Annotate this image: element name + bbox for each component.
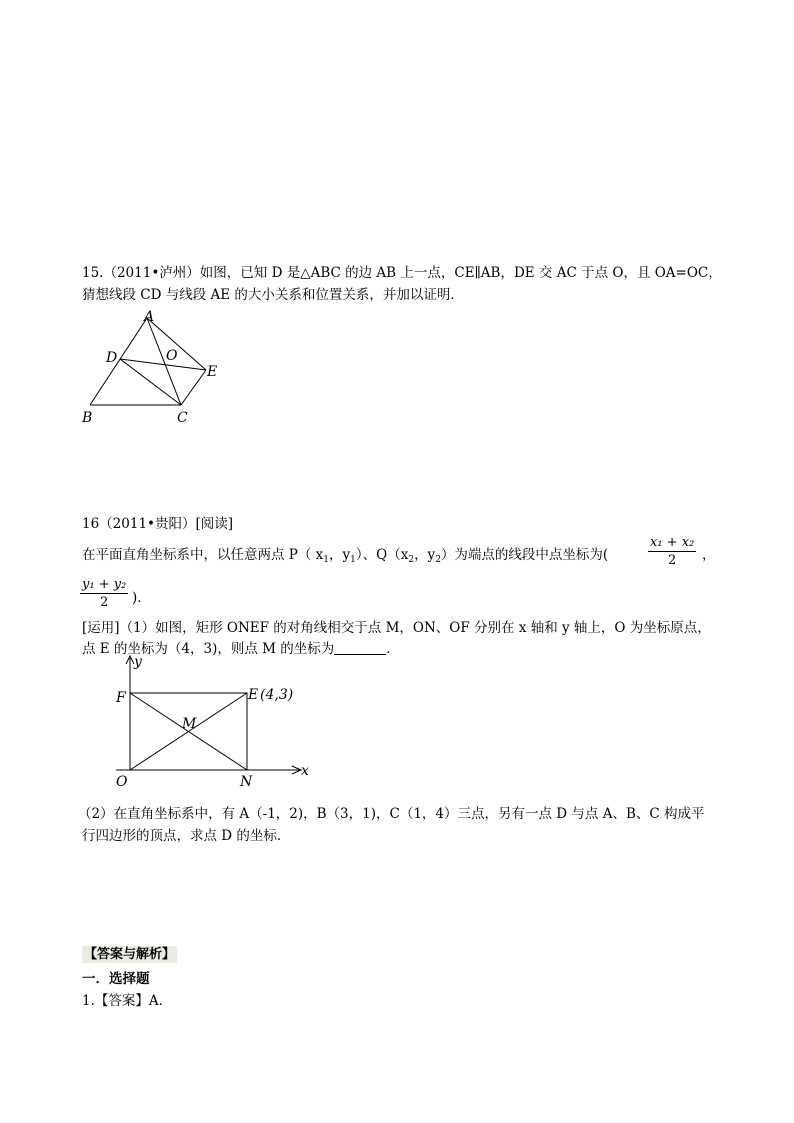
label-e: E [207,364,218,380]
answers-section-1: 一．选择题 [82,971,150,987]
segment-ce [181,370,206,405]
q15-triangle-figure [76,306,226,430]
q16-header: 16（2011•贵阳）[阅读] [82,516,234,532]
q16-apply-line-1: [运用]（1）如图，矩形 ONEF 的对角线相交于点 M，ON、OF 分别在 x 轴和 y 轴上，O 为坐标原点， [82,620,711,636]
fraction-denominator-x: 2 [667,553,677,568]
q16-part2-line-2: 行四边形的顶点，求点 D 的坐标． [82,828,291,844]
fraction-numerator-x: x₁ + x₂ [650,535,695,550]
answer-blank [334,640,386,655]
label-b: B [82,410,93,426]
fraction-close: )． [132,590,151,606]
fraction-bar [80,593,128,594]
answers-item-1: 1.【答案】A． [82,993,173,1009]
label-e-coordinates: (4,3) [260,687,294,703]
label-o: O [116,774,128,790]
fraction-bar [648,551,696,552]
q16-read-line-1: 在平面直角坐标系中，以任意两点 P（ $x_1$，$y_1$）、$Q(x_2$，$y_2$）为端点的线段中点坐标为( [82,547,609,565]
q15-line-1: 15.（2011•泸州）如图，已知 D 是△ABC 的边 AB 上一点，CE∥AB，DE 交 AC 于点 O，且 OA=OC， [82,265,722,281]
fraction-numerator-y: y₁ + y₂ [82,577,127,592]
label-f: F [116,690,126,706]
label-d: D [106,350,118,366]
midpoint-x-fraction [648,535,696,568]
fraction-comma: ， [702,547,716,563]
label-o: O [166,348,178,364]
label-c: C [177,410,188,426]
label-a: A [144,309,155,325]
q16-apply-line-2: 点 E 的坐标为（4，3)，则点 M 的坐标为 ． [82,641,400,657]
label-m: M [182,716,197,732]
q16-part2-line-1: （2）在直角坐标系中，有 A（-1，2)，B（3，1)，C（1，4）三点，另有一点 D 与点 A、B、C 构成平 [78,806,705,822]
fraction-denominator-y: 2 [100,595,109,610]
midpoint-y-fraction [80,577,128,610]
label-x: x [301,763,309,779]
label-e: E [248,687,259,703]
label-n: N [240,774,253,790]
answers-badge: 【答案与解析】 [84,947,176,962]
label-y: y [134,654,142,670]
q15-line-2: 猜想线段 CD 与线段 AE 的大小关系和位置关系，并加以证明． [82,287,464,303]
q16-rectangle-figure [108,652,318,792]
